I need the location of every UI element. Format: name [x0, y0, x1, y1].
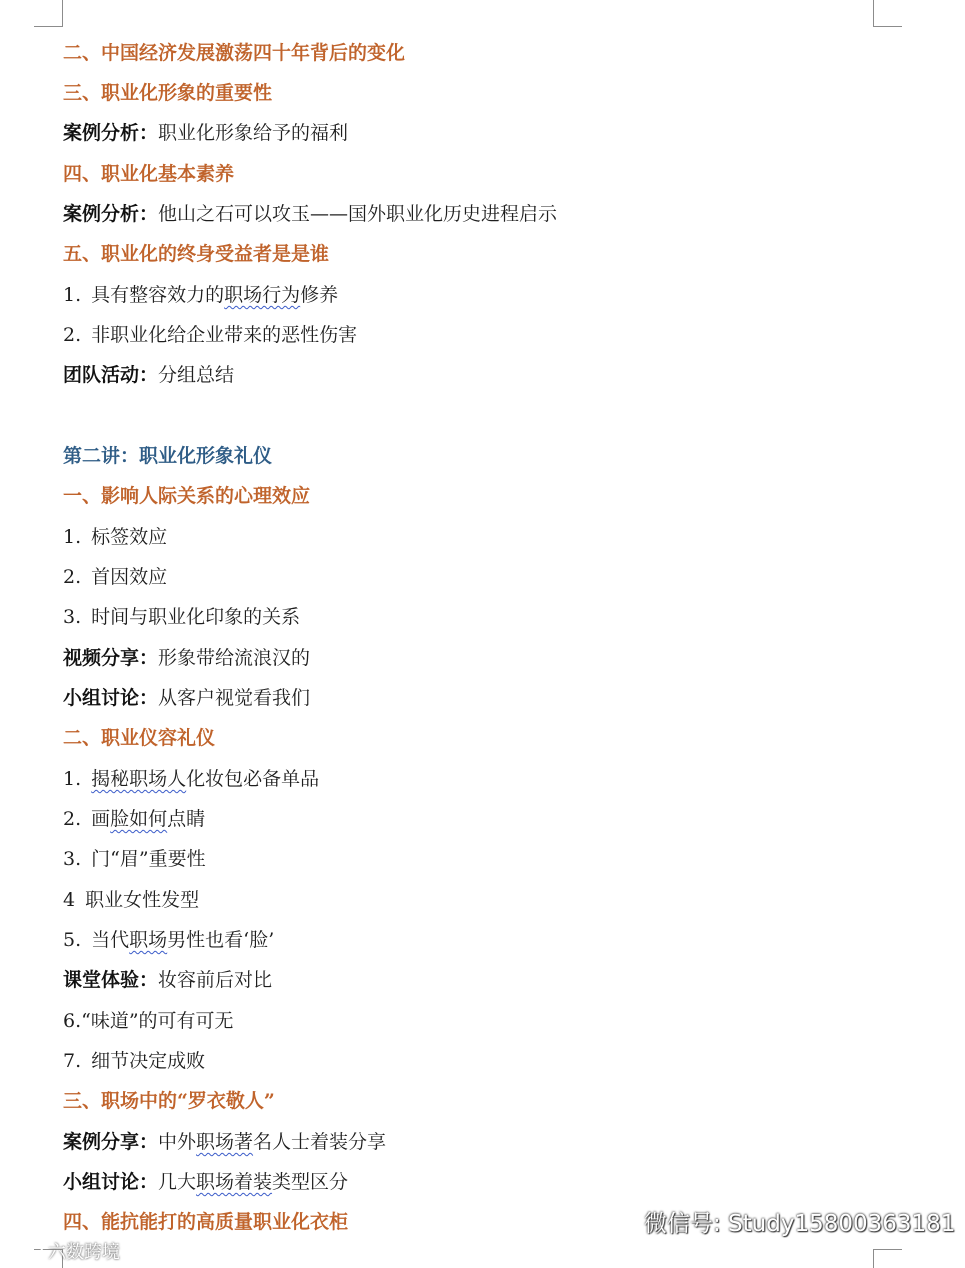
- section-heading: 三、职场中的“罗衣敬人”: [63, 1090, 275, 1112]
- case-share-line: [63, 1130, 386, 1154]
- list-item: [63, 283, 338, 307]
- line-text: 细节决定成败: [91, 1050, 206, 1072]
- spellcheck-underlined-text: 脸如何: [110, 808, 168, 830]
- case-analysis-line: [63, 202, 557, 226]
- item-number: 1.: [63, 526, 82, 548]
- item-number: 1.: [63, 284, 82, 306]
- line-text: 男性也看‘脸’: [167, 929, 275, 951]
- line-label: 视频分享：: [63, 647, 159, 669]
- line-text: 中外: [158, 1131, 197, 1153]
- item-number: 4: [63, 889, 76, 911]
- logo-watermark: [10, 1238, 120, 1264]
- team-activity-line: [63, 363, 234, 387]
- list-item: [63, 605, 300, 629]
- section-heading: 四、能抗能打的高质量职业化衣柜: [63, 1211, 349, 1233]
- line-text: 标签效应: [91, 526, 168, 548]
- item-number: 3.: [63, 606, 82, 628]
- page-corner-mark: [873, 1249, 902, 1268]
- line-label: 团队活动：: [63, 364, 159, 386]
- list-item: [63, 807, 205, 831]
- line-text: 6.“味道”的可有可无: [63, 1010, 234, 1032]
- line-label: 案例分享：: [63, 1131, 159, 1153]
- section-heading: 四、职业化基本素养: [63, 163, 235, 185]
- spellcheck-underlined-text: 职场著: [196, 1131, 254, 1153]
- line-text: 分组总结: [158, 364, 235, 386]
- line-label: 案例分析：: [63, 203, 159, 225]
- line-text: 门“眉”重要性: [91, 848, 206, 870]
- line-label: 小组讨论：: [63, 687, 159, 709]
- section-heading: 二、职业仪容礼仪: [63, 727, 216, 749]
- class-experience-line: [63, 968, 272, 992]
- list-item: [63, 565, 167, 589]
- wechat-id-text: 微信号: Study15800363181: [644, 1211, 956, 1237]
- line-text: 点睛: [167, 808, 206, 830]
- line-text: 具有整容效力的: [91, 284, 225, 306]
- item-number: 7.: [63, 1050, 82, 1072]
- item-number: 2.: [63, 324, 82, 346]
- line-text: 名人士着装分享: [253, 1131, 387, 1153]
- line-text: 首因效应: [91, 566, 168, 588]
- line-text: 职业女性发型: [85, 889, 200, 911]
- line-label: 案例分析：: [63, 122, 159, 144]
- group-discussion-line: [63, 1170, 348, 1194]
- item-number: 3.: [63, 848, 82, 870]
- list-item: [63, 888, 199, 912]
- list-item: [63, 525, 167, 549]
- line-text: 几大: [158, 1171, 197, 1193]
- page-corner-mark: [34, 0, 63, 27]
- item-number: 2.: [63, 808, 82, 830]
- line-text: 非职业化给企业带来的恶性伤害: [91, 324, 358, 346]
- line-label: 课堂体验：: [63, 969, 159, 991]
- spellcheck-underlined-text: 职场: [129, 929, 168, 951]
- line-text: 当代: [91, 929, 130, 951]
- line-text: 从客户视觉看我们: [158, 687, 311, 709]
- case-analysis-line: [63, 121, 348, 145]
- line-text: 形象带给流浪汉的: [158, 647, 311, 669]
- list-item: [63, 767, 319, 791]
- item-number: 2.: [63, 566, 82, 588]
- item-number: 5.: [63, 929, 82, 951]
- lecture-title: 第二讲：职业化形象礼仪: [63, 445, 273, 467]
- list-item: [63, 1049, 205, 1073]
- list-item: [63, 928, 274, 952]
- line-text: 他山之石可以攻玉——国外职业化历史进程启示: [158, 203, 558, 225]
- spellcheck-underlined-text: 职场着装: [196, 1171, 273, 1193]
- list-item: [63, 1009, 234, 1033]
- line-text: 时间与职业化印象的关系: [91, 606, 301, 628]
- video-share-line: [63, 646, 310, 670]
- line-text: 职业化形象给予的福利: [158, 122, 349, 144]
- section-heading: 一、影响人际关系的心理效应: [63, 485, 311, 507]
- line-label: 小组讨论：: [63, 1171, 159, 1193]
- section-heading: 二、中国经济发展激荡四十年背后的变化: [63, 42, 406, 64]
- wechat-watermark: [596, 1205, 955, 1238]
- page-corner-mark: [873, 0, 902, 27]
- group-discussion-line: [63, 686, 310, 710]
- spellcheck-underlined-text: 职场行为: [224, 284, 301, 306]
- line-text: 化妆包必备单品: [186, 768, 320, 790]
- line-text: 类型区分: [272, 1171, 349, 1193]
- line-text: 修养: [300, 284, 339, 306]
- line-text: 妆容前后对比: [158, 969, 273, 991]
- list-item: [63, 847, 206, 871]
- section-heading: 三、职业化形象的重要性: [63, 82, 273, 104]
- section-heading: 五、职业化的终身受益者是是谁: [63, 243, 330, 265]
- spellcheck-underlined-text: 揭秘职场人: [91, 768, 187, 790]
- logo-icon: [10, 1240, 44, 1262]
- line-text: 画: [91, 808, 111, 830]
- item-number: 1.: [63, 768, 82, 790]
- wechat-icon: [596, 1206, 636, 1238]
- list-item: [63, 323, 357, 347]
- logo-text: 六数跨境: [48, 1242, 120, 1263]
